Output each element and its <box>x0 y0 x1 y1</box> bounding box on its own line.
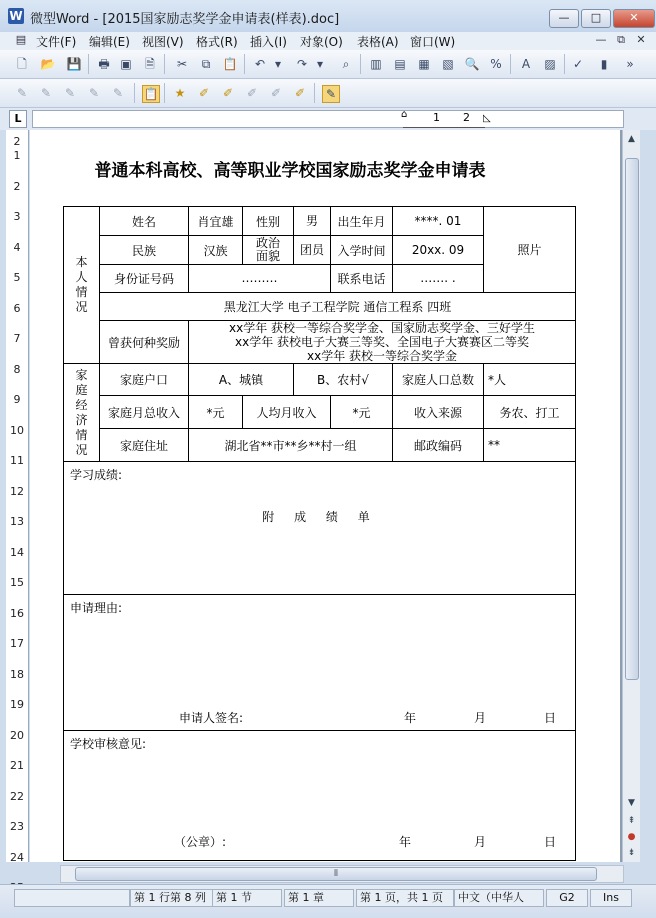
ruler-number: 17 <box>10 637 24 650</box>
gender-label: 性别 <box>243 207 294 236</box>
paste-object-icon[interactable]: 📋 <box>143 87 159 101</box>
status-language[interactable]: 中文（中华人 <box>454 889 544 907</box>
statistics-icon[interactable]: ▮ <box>600 57 608 71</box>
status-chapter: 第 1 章 <box>284 889 354 907</box>
ruler-number: 5 <box>13 271 21 284</box>
header-footer-icon[interactable]: ▤ <box>394 57 406 71</box>
name-value[interactable]: 肖宜雄 <box>189 207 243 236</box>
highlight-icon[interactable]: ★ <box>174 86 186 100</box>
photo-cell[interactable]: 照片 <box>484 207 576 293</box>
doc-restore-button[interactable]: ⧉ <box>617 33 625 46</box>
doc-minimize-button[interactable]: — <box>595 33 607 46</box>
vertical-ruler[interactable] <box>6 130 29 862</box>
status-grid[interactable]: G2 <box>546 889 588 907</box>
window-title: 微型Word - [2015国家励志奖学金申请表(样表).doc] <box>30 12 340 27</box>
award-item: xx学年 获校一等综合奖学金、国家励志奖学金、三好学生 <box>228 321 536 335</box>
ruler-number: 23 <box>10 820 24 833</box>
status-section: 第 1 节 <box>212 889 282 907</box>
format-icon[interactable]: ▨ <box>544 57 556 71</box>
document-area <box>30 130 622 862</box>
title-bar <box>0 0 656 33</box>
separator <box>164 54 165 74</box>
doc-menu-icon[interactable]: ▤ <box>15 33 27 46</box>
ruler-mark-1: 1 <box>433 111 440 124</box>
zoom-percent-icon[interactable]: % <box>490 57 502 71</box>
ruler-number: 21 <box>10 759 24 772</box>
seal-label: （公章）: <box>174 835 227 849</box>
separator <box>88 54 89 74</box>
award-item: xx学年 获校电子大赛三等奖、全国电子大赛赛区二等奖 <box>234 335 530 349</box>
status-bar <box>0 884 656 918</box>
review-day: 日 <box>544 835 557 849</box>
minimize-button[interactable]: — <box>549 9 579 28</box>
birth-value[interactable]: ****. 01 <box>393 207 484 236</box>
object-properties-icon[interactable]: ✎ <box>112 86 124 100</box>
grades-note: 附 成 绩 单 <box>262 510 378 524</box>
page-setup-icon[interactable]: ▥ <box>370 57 382 71</box>
household-label: 家庭户口 <box>100 364 189 396</box>
political-value[interactable]: 团员 <box>294 236 331 265</box>
doc-close-button[interactable]: ✕ <box>636 33 646 46</box>
word-app-icon[interactable]: W <box>9 9 23 23</box>
phone-value[interactable]: ……. . <box>393 265 484 293</box>
school-info[interactable]: 黑龙江大学 电子工程学院 通信工程系 四班 <box>100 293 576 321</box>
ruler-number: 6 <box>13 301 21 315</box>
reason-label: 申请理由: <box>70 601 123 615</box>
separator <box>134 83 135 103</box>
sign-day: 日 <box>544 711 557 725</box>
ethnicity-label: 民族 <box>100 236 189 265</box>
sign-year: 年 <box>404 711 417 725</box>
monthly-income-label: 家庭月总收入 <box>100 396 189 429</box>
page-layout-icon[interactable]: ▦ <box>418 57 430 71</box>
gender-value[interactable]: 男 <box>294 207 331 236</box>
menu-window[interactable]: 窗口(W) <box>410 35 456 49</box>
ruler-number: 22 <box>10 789 24 803</box>
ruler-number: 7 <box>13 332 21 345</box>
document-page[interactable] <box>30 130 620 862</box>
ruler-scale <box>403 111 485 128</box>
review-year: 年 <box>399 835 412 849</box>
awards-label: 曾获何种奖励 <box>100 321 189 364</box>
menu-edit[interactable]: 编辑(E) <box>89 35 130 49</box>
undo-icon[interactable]: ↶ <box>254 57 266 71</box>
income-source-value[interactable]: 务农、打工 <box>484 396 576 429</box>
section-personal-label: 本人情况 <box>64 207 100 364</box>
tab-stop-selector[interactable]: L <box>9 110 27 128</box>
review-label: 学校审核意见: <box>70 737 147 751</box>
applicant-signature-label: 申请人签名: <box>179 711 244 725</box>
ruler-number: 24 <box>10 850 24 864</box>
separator <box>164 83 165 103</box>
standard-toolbar <box>0 50 656 79</box>
note-icon[interactable]: ✎ <box>322 85 340 103</box>
ruler-number: 4 <box>13 240 21 254</box>
horizontal-ruler[interactable] <box>32 110 624 128</box>
columns-icon[interactable]: ▧ <box>442 57 454 71</box>
redo-dropdown-icon[interactable]: ▾ <box>316 57 324 71</box>
next-page-icon[interactable]: ⇟ <box>627 848 636 858</box>
clear-marks-icon[interactable]: ✐ <box>270 86 282 100</box>
right-indent-marker[interactable]: ◺ <box>483 113 491 124</box>
enroll-value[interactable]: 20xx. 09 <box>393 236 484 265</box>
ruler-number: 16 <box>10 606 24 620</box>
menu-view[interactable]: 视图(V) <box>142 35 184 49</box>
eraser-icon[interactable]: ✐ <box>246 86 258 100</box>
postcode-label: 邮政编码 <box>393 429 484 462</box>
toolbar-more-icon[interactable]: » <box>626 57 634 71</box>
insert-object-icon[interactable]: ✎ <box>40 86 52 100</box>
ruler-number: 19 <box>10 698 24 711</box>
ruler-number: 20 <box>10 728 24 742</box>
ruler-number: 13 <box>10 515 24 528</box>
political-label: 政治面貌 <box>243 236 294 265</box>
separator <box>510 54 511 74</box>
browse-object-icon[interactable]: ● <box>627 832 636 842</box>
ruler-number: 8 <box>13 362 21 376</box>
open-folder-icon[interactable]: 📂 <box>40 57 56 71</box>
font-color-icon[interactable]: A <box>521 57 531 71</box>
find-icon[interactable]: ⌕ <box>342 57 350 71</box>
ruler-number: 2 <box>13 179 21 193</box>
postcode-value[interactable]: ** <box>484 429 576 462</box>
scroll-up-icon[interactable]: ▲ <box>628 134 635 144</box>
sign-month: 月 <box>474 711 487 725</box>
application-form-table <box>63 206 576 861</box>
first-line-indent-marker[interactable]: ⌂ <box>401 109 408 120</box>
menu-format[interactable]: 格式(R) <box>196 35 238 49</box>
menu-table[interactable]: 表格(A) <box>357 35 399 49</box>
address-value[interactable]: 湖北省**市**乡**村一组 <box>189 429 393 462</box>
status-blank <box>14 889 130 907</box>
vertical-scrollbar[interactable] <box>622 130 640 862</box>
menu-object[interactable]: 对象(O) <box>300 35 343 49</box>
awards-list[interactable] <box>189 321 576 364</box>
id-label: 身份证号码 <box>100 265 189 293</box>
address-label: 家庭住址 <box>100 429 189 462</box>
household-option-b[interactable]: B、农村√ <box>294 364 393 396</box>
new-document-icon[interactable]: 🗋 <box>17 57 27 71</box>
ruler-number: 3 <box>13 210 21 223</box>
ruler-mark-2: 2 <box>463 111 470 124</box>
scroll-down-icon[interactable]: ▼ <box>628 798 635 808</box>
name-label: 姓名 <box>100 207 189 236</box>
page-title: 普通本科高校、高等职业学校国家励志奖学金申请表 <box>94 161 486 181</box>
menu-insert[interactable]: 插入(I) <box>250 35 287 49</box>
edit-object-icon[interactable]: ✎ <box>16 86 28 100</box>
copy-icon[interactable]: ⧉ <box>201 57 211 71</box>
drawing-toolbar <box>0 79 656 108</box>
ruler-number: 15 <box>10 576 24 589</box>
cut-icon[interactable]: ✂ <box>176 57 188 71</box>
separator <box>244 54 245 74</box>
print-preview-icon[interactable]: 🗎 <box>145 57 155 71</box>
spell-check-icon[interactable]: ✓ <box>572 57 584 71</box>
vertical-scroll-thumb[interactable] <box>625 158 639 680</box>
id-value[interactable]: ……… <box>189 265 331 293</box>
zoom-icon[interactable]: 🔍 <box>464 57 480 71</box>
status-position: 第 1 行第 8 列 <box>130 889 214 907</box>
menu-file[interactable]: 文件(F) <box>36 35 77 49</box>
previous-page-icon[interactable]: ⇞ <box>627 816 636 826</box>
reason-section[interactable] <box>64 595 576 731</box>
ruler-number: 9 <box>13 393 21 406</box>
award-item: xx学年 获校一等综合奖学金 <box>306 349 458 363</box>
phone-label: 联系电话 <box>331 265 393 293</box>
menu-bar <box>0 32 656 50</box>
annotation-icon[interactable]: ✐ <box>294 86 306 100</box>
family-size-label: 家庭人口总数 <box>393 364 484 396</box>
marker-icon[interactable]: ✐ <box>198 86 210 100</box>
undo-dropdown-icon[interactable]: ▾ <box>274 57 282 71</box>
separator <box>564 54 565 74</box>
maximize-button[interactable]: □ <box>581 9 611 28</box>
ruler-number: 14 <box>10 545 24 559</box>
copy-object-icon[interactable]: ✎ <box>88 86 100 100</box>
family-size-value[interactable]: *人 <box>484 364 576 396</box>
ruler-number: 11 <box>10 454 24 467</box>
separator <box>360 54 361 74</box>
horizontal-scrollbar[interactable] <box>60 865 624 883</box>
household-option-a[interactable]: A、城镇 <box>189 364 294 396</box>
delete-object-icon[interactable]: ✎ <box>64 86 76 100</box>
separator <box>314 83 315 103</box>
status-page: 第 1 页，共 1 页 <box>356 889 454 907</box>
pen-icon[interactable]: ✐ <box>222 86 234 100</box>
ruler-number: 2 <box>13 135 21 148</box>
status-insert-mode[interactable]: Ins <box>590 889 632 907</box>
ruler-number: 1 <box>13 149 21 162</box>
review-section[interactable] <box>64 731 576 861</box>
ruler-number: 18 <box>10 667 24 681</box>
print-icon[interactable]: 🖶 <box>98 57 110 71</box>
review-month: 月 <box>474 835 487 849</box>
birth-label: 出生年月 <box>331 207 393 236</box>
close-button[interactable]: ✕ <box>613 9 655 28</box>
ruler-number: 10 <box>10 423 24 437</box>
ruler-number: 12 <box>10 484 24 498</box>
grades-label: 学习成绩: <box>70 468 123 482</box>
grades-section[interactable] <box>64 462 576 595</box>
horizontal-scroll-thumb[interactable]: ⦀ <box>75 867 597 881</box>
redo-icon[interactable]: ↷ <box>296 57 308 71</box>
monthly-income-value[interactable]: *元 <box>189 396 243 429</box>
export-pdf-icon[interactable]: ▣ <box>120 57 132 71</box>
ethnicity-value[interactable]: 汉族 <box>189 236 243 265</box>
save-icon[interactable]: 💾 <box>66 57 82 71</box>
section-family-label: 家庭经济情况 <box>64 364 100 462</box>
per-capita-label: 人均月收入 <box>243 396 331 429</box>
per-capita-value[interactable]: *元 <box>331 396 393 429</box>
enroll-label: 入学时间 <box>331 236 393 265</box>
income-source-label: 收入来源 <box>393 396 484 429</box>
paste-icon[interactable]: 📋 <box>222 57 238 71</box>
